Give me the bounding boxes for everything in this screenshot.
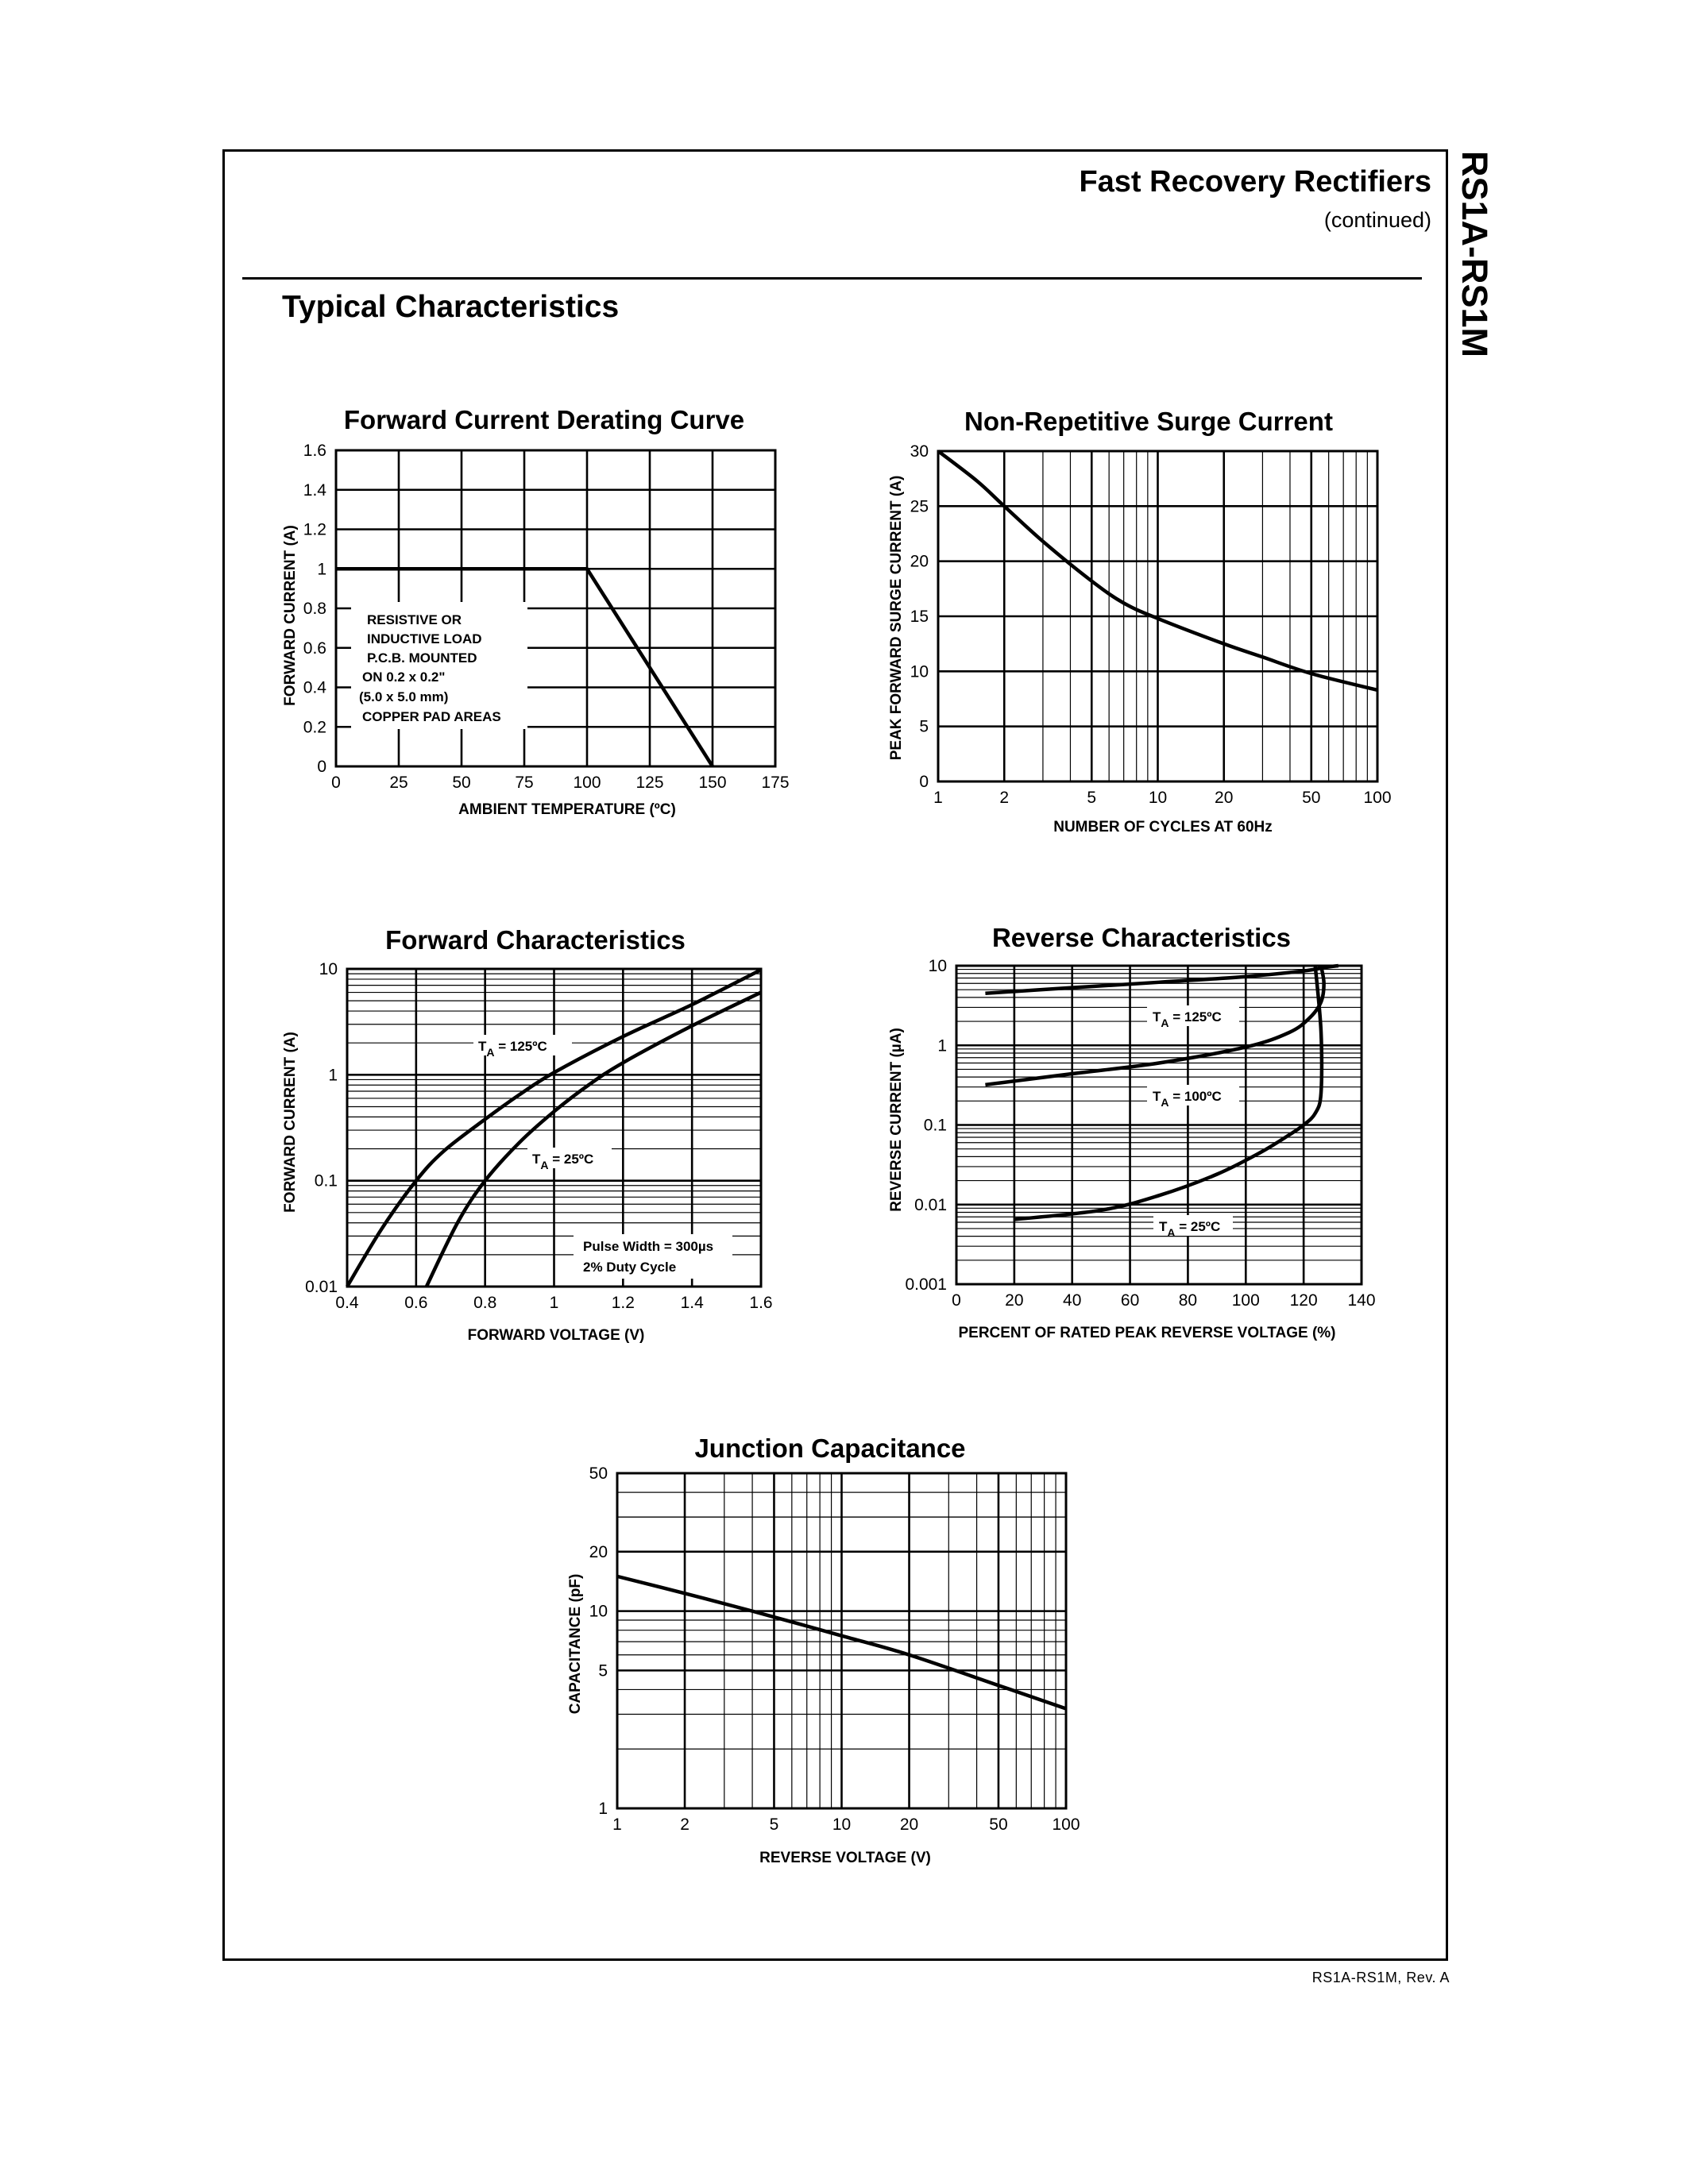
capacitance-ytick-label: 5 [598, 1661, 608, 1680]
reverse-xtick-label: 0 [952, 1291, 961, 1310]
surge-xtick-label: 50 [1302, 789, 1321, 807]
surge-ytick-label: 20 [910, 552, 929, 571]
surge-ytick-label: 5 [919, 717, 929, 736]
forward-xtick-label: 0.8 [473, 1294, 497, 1312]
derating-ytick-label: 0.6 [303, 639, 326, 658]
header-title: Fast Recovery Rectifiers [1079, 165, 1431, 199]
forward-xtick-label: 0.6 [404, 1294, 428, 1312]
derating-note-line: (5.0 x 5.0 mm) [359, 689, 449, 704]
reverse-xtick-label: 140 [1347, 1291, 1376, 1310]
forward-xlabel: FORWARD VOLTAGE (V) [467, 1327, 645, 1344]
reverse-ytick-label: 0.001 [905, 1275, 947, 1294]
capacitance-xlabel: REVERSE VOLTAGE (V) [759, 1850, 931, 1866]
surge-ytick-label: 15 [910, 608, 929, 626]
reverse-ylabel: REVERSE CURRENT (µA) [888, 1028, 905, 1212]
forward-xtick-label: 1.4 [680, 1294, 704, 1312]
derating-ytick-label: 0.8 [303, 600, 326, 618]
capacitance-xtick-label: 2 [680, 1815, 689, 1834]
derating-note-line: ON 0.2 x 0.2" [362, 669, 446, 685]
derating-xtick-label: 25 [389, 774, 408, 792]
forward-xtick-label: 1.2 [611, 1294, 635, 1312]
derating-ytick-label: 1.2 [303, 520, 326, 539]
derating-note-line: COPPER PAD AREAS [362, 709, 501, 724]
capacitance-title: Junction Capacitance [694, 1433, 966, 1463]
derating-xtick-label: 175 [761, 774, 790, 792]
surge-xlabel: NUMBER OF CYCLES AT 60Hz [1053, 819, 1273, 835]
derating-ytick-label: 1.6 [303, 442, 326, 460]
reverse-ytick-label: 1 [937, 1036, 947, 1055]
derating-xlabel: AMBIENT TEMPERATURE (ºC) [458, 801, 676, 818]
forward-ylabel: FORWARD CURRENT (A) [282, 1032, 299, 1213]
derating-note-line: INDUCTIVE LOAD [367, 631, 482, 646]
surge-xtick-label: 2 [999, 789, 1010, 807]
reverse-ytick-label: 0.1 [923, 1116, 947, 1135]
capacitance-xtick-label: 5 [769, 1815, 779, 1834]
capacitance-xtick-label: 10 [832, 1815, 852, 1834]
header-subtitle: (continued) [1323, 208, 1431, 232]
capacitance-ytick-label: 50 [589, 1464, 608, 1483]
forward-chart [282, 925, 773, 1344]
forward-xtick-label: 0.4 [335, 1294, 359, 1312]
surge-xtick-label: 20 [1215, 789, 1234, 807]
capacitance-xtick-label: 1 [612, 1815, 622, 1834]
derating-ytick-label: 0 [317, 758, 326, 776]
reverse-xlabel: PERCENT OF RATED PEAK REVERSE VOLTAGE (%) [958, 1325, 1336, 1341]
derating-xtick-label: 100 [573, 774, 601, 792]
forward-ytick-label: 0.1 [314, 1171, 338, 1190]
reverse-ytick-label: 0.01 [914, 1195, 947, 1214]
surge-ytick-label: 10 [910, 662, 929, 681]
forward-title: Forward Characteristics [385, 925, 686, 955]
side-part-number: RS1A-RS1M [1454, 151, 1495, 358]
reverse-xtick-label: 100 [1231, 1291, 1260, 1310]
reverse-xtick-label: 40 [1063, 1291, 1082, 1310]
reverse-xtick-label: 60 [1120, 1291, 1140, 1310]
derating-title: Forward Current Derating Curve [343, 405, 745, 434]
reverse-title: Reverse Characteristics [991, 923, 1292, 952]
surge-ylabel: PEAK FORWARD SURGE CURRENT (A) [888, 475, 905, 761]
surge-ytick-label: 30 [910, 442, 929, 461]
reverse-series-line-0 [985, 966, 1338, 994]
derating-ytick-label: 1.4 [303, 480, 326, 500]
reverse-xtick-label: 80 [1178, 1291, 1198, 1310]
reverse-label-100c: $T_A$ = 100ºC [1153, 1089, 1222, 1109]
derating-xtick-label: 75 [515, 774, 534, 792]
section-title: Typical Characteristics [282, 290, 620, 324]
reverse-ytick-label: 10 [928, 957, 947, 975]
forward-ytick-label: 0.01 [305, 1278, 338, 1296]
derating-ytick-label: 1 [317, 560, 326, 579]
surge-xtick-label: 100 [1363, 789, 1392, 807]
derating-xtick-label: 0 [331, 774, 341, 792]
derating-xtick-label: 150 [698, 774, 727, 792]
derating-xtick-label: 50 [452, 774, 471, 792]
capacitance-ylabel: CAPACITANCE (pF) [567, 1573, 584, 1715]
forward-note-duty: 2% Duty Cycle [583, 1260, 677, 1275]
surge-title: Non-Repetitive Surge Current [964, 407, 1333, 436]
forward-label-25c: $T_A$ = 25ºC [532, 1152, 594, 1171]
capacitance-ytick-label: 10 [589, 1602, 608, 1621]
derating-chart [282, 405, 790, 818]
surge-xtick-label: 5 [1087, 789, 1097, 807]
derating-ytick-label: 0.4 [303, 678, 326, 697]
reverse-chart [888, 923, 1376, 1341]
surge-ytick-label: 0 [919, 773, 929, 791]
surge-xtick-label: 10 [1148, 789, 1168, 807]
derating-note-line: P.C.B. MOUNTED [367, 650, 477, 666]
derating-xtick-label: 125 [635, 774, 664, 792]
forward-ytick-label: 10 [319, 960, 338, 978]
derating-note-line: RESISTIVE OR [367, 612, 462, 627]
reverse-xtick-label: 20 [1005, 1291, 1024, 1310]
capacitance-xtick-label: 100 [1052, 1815, 1080, 1834]
surge-chart [888, 407, 1392, 835]
forward-label-125c: $T_A$ = 125ºC [478, 1039, 547, 1059]
capacitance-xtick-label: 50 [989, 1815, 1008, 1834]
capacitance-xtick-label: 20 [899, 1815, 919, 1834]
reverse-label-25c: $T_A$ = 25ºC [1159, 1219, 1221, 1239]
derating-ytick-label: 0.2 [303, 718, 326, 737]
reverse-xtick-label: 120 [1289, 1291, 1318, 1310]
reverse-label-125c: $T_A$ = 125ºC [1153, 1009, 1222, 1029]
forward-xtick-label: 1 [549, 1294, 559, 1312]
surge-ytick-label: 25 [910, 497, 929, 516]
footer-revision: RS1A-RS1M, Rev. A [1311, 1970, 1450, 1985]
capacitance-chart [567, 1433, 1080, 1866]
surge-xtick-label: 1 [933, 789, 943, 807]
forward-note-pulse: Pulse Width = 300µs [583, 1239, 714, 1254]
capacitance-ytick-label: 20 [589, 1542, 608, 1561]
capacitance-ytick-label: 1 [598, 1800, 608, 1818]
forward-ytick-label: 1 [328, 1066, 338, 1085]
derating-ylabel: FORWARD CURRENT (A) [282, 525, 299, 706]
forward-xtick-label: 1.6 [749, 1294, 773, 1312]
